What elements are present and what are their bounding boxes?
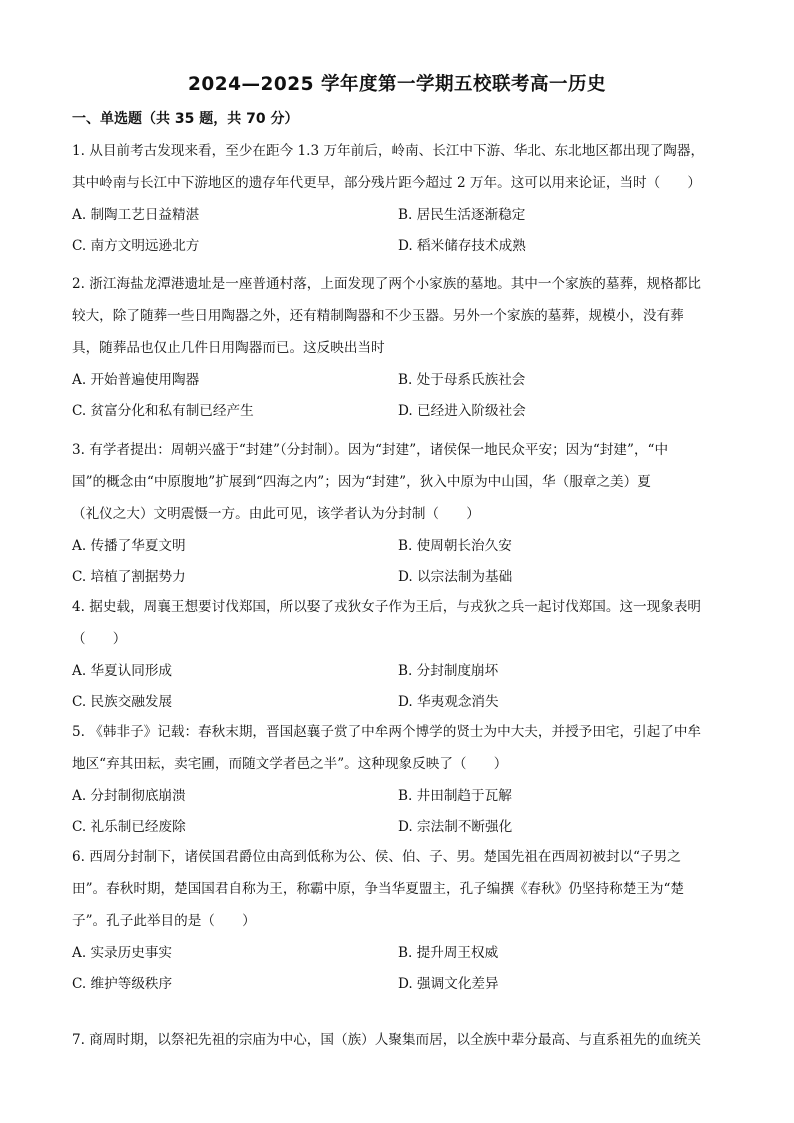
question-stem: [72, 268, 724, 364]
stem-line: 地区“弃其田耘，卖宅圃，而随文学者邑之半”。这种现象反映了（ ）: [72, 756, 508, 772]
question-stem: [72, 716, 724, 780]
question-stem: [72, 434, 724, 530]
question-3: [72, 434, 724, 592]
stem-line: 较大，除了随葬一些日用陶器之外，还有精制陶器和不少玉器。另外一个家族的墓葬，规模小，没有葬: [72, 308, 684, 324]
exam-title: 2024—2025 学年度第一学期五校联考高一历史: [188, 74, 606, 95]
option-c: C. 民族交融发展: [72, 694, 173, 710]
option-a: A. 开始普遍使用陶器: [72, 372, 200, 388]
option-c: C. 礼乐制已经废除: [72, 819, 186, 835]
option-b: B. 分封制度崩坏: [398, 663, 499, 679]
question-stem: [72, 591, 724, 655]
stem-line: 7. 商周时期，以祭祀先祖的宗庙为中心，国（族）人聚集而居，以全族中辈分最高、与直系祖先的血统关: [72, 1032, 702, 1048]
stem-line: 国”的概念由“中原腹地”扩展到“四海之内”；因为“封建”，狄入中原为中山国，华（服章之美）夏: [72, 474, 651, 490]
section-heading: 一、单选题（共 35 题，共 70 分）: [72, 111, 299, 127]
stem-line: 5. 《韩非子》记载：春秋末期，晋国赵襄子赏了中牟两个博学的贤士为中大夫，并授予田宅，引起了中牟: [72, 724, 702, 740]
option-d: D. 华夷观念消失: [398, 694, 499, 710]
options: [72, 364, 724, 426]
option-d: D. 稻米储存技术成熟: [398, 238, 526, 254]
question-stem: [72, 135, 724, 199]
option-a: A. 华夏认同形成: [72, 663, 173, 679]
option-a: A. 制陶工艺日益精湛: [72, 207, 200, 223]
option-d: D. 强调文化差异: [398, 976, 499, 992]
stem-line: （礼仪之大）文明震慑一方。由此可见，该学者认为分封制（ ）: [72, 506, 480, 522]
stem-line: 其中岭南与长江中下游地区的遗存年代更早，部分残片距今超过 2 万年。这可以用来论证，当时（ ）: [72, 175, 702, 191]
option-a: A. 分封制彻底崩溃: [72, 788, 186, 804]
option-a: A. 实录历史事实: [72, 945, 173, 961]
option-d: D. 已经进入阶级社会: [398, 403, 526, 419]
stem-line: 子”。孔子此举目的是（ ）: [72, 913, 256, 929]
option-b: B. 处于母系氏族社会: [398, 372, 526, 388]
option-c: C. 贫富分化和私有制已经产生: [72, 403, 254, 419]
options: [72, 655, 724, 717]
options: [72, 530, 724, 592]
options: [72, 780, 724, 842]
options: [72, 199, 724, 261]
stem-line: 3. 有学者提出：周朝兴盛于“封建”（分封制）。因为“封建”，诸侯保一地民众平安；因为“封建”，“中: [72, 442, 669, 458]
stem-line: 具，随葬品也仅止几件日用陶器而已。这反映出当时: [72, 340, 385, 356]
question-6: [72, 841, 724, 999]
stem-line: （ ）: [72, 631, 127, 647]
stem-line: 2. 浙江海盐龙潭港遗址是一座普通村落，上面发现了两个小家族的墓地。其中一个家族的墓葬，规格都比: [72, 276, 702, 292]
question-1: [72, 135, 724, 261]
question-stem: [72, 841, 724, 937]
option-b: B. 井田制趋于瓦解: [398, 788, 512, 804]
option-b: B. 提升周王权威: [398, 945, 499, 961]
stem-line: 6. 西周分封制下，诸侯国君爵位由高到低称为公、侯、伯、子、男。楚国先祖在西周初被封以“子男之: [72, 849, 681, 865]
option-c: C. 维护等级秩序: [72, 976, 173, 992]
stem-line: 田”。春秋时期，楚国国君自称为王，称霸中原，争当华夏盟主，孔子编撰《春秋》仍坚持称楚王为“楚: [72, 881, 685, 897]
question-7: [72, 1024, 724, 1056]
option-c: C. 南方文明远逊北方: [72, 238, 200, 254]
option-d: D. 宗法制不断强化: [398, 819, 513, 835]
option-c: C. 培植了割据势力: [72, 569, 186, 585]
option-a: A. 传播了华夏文明: [72, 538, 186, 554]
question-2: [72, 268, 724, 426]
options: [72, 937, 724, 999]
stem-line: 4. 据史载，周襄王想要讨伐郑国，所以娶了戎狄女子作为王后，与戎狄之兵一起讨伐郑国。这一现象表明: [72, 599, 702, 615]
option-d: D. 以宗法制为基础: [398, 569, 513, 585]
option-b: B. 居民生活逐渐稳定: [398, 207, 526, 223]
question-4: [72, 591, 724, 717]
question-5: [72, 716, 724, 842]
stem-line: 1. 从目前考古发现来看，至少在距今 1.3 万年前后，岭南、长江中下游、华北、东北地区都出现了陶器，: [72, 143, 705, 159]
question-stem: [72, 1024, 724, 1056]
option-b: B. 使周朝长治久安: [398, 538, 512, 554]
